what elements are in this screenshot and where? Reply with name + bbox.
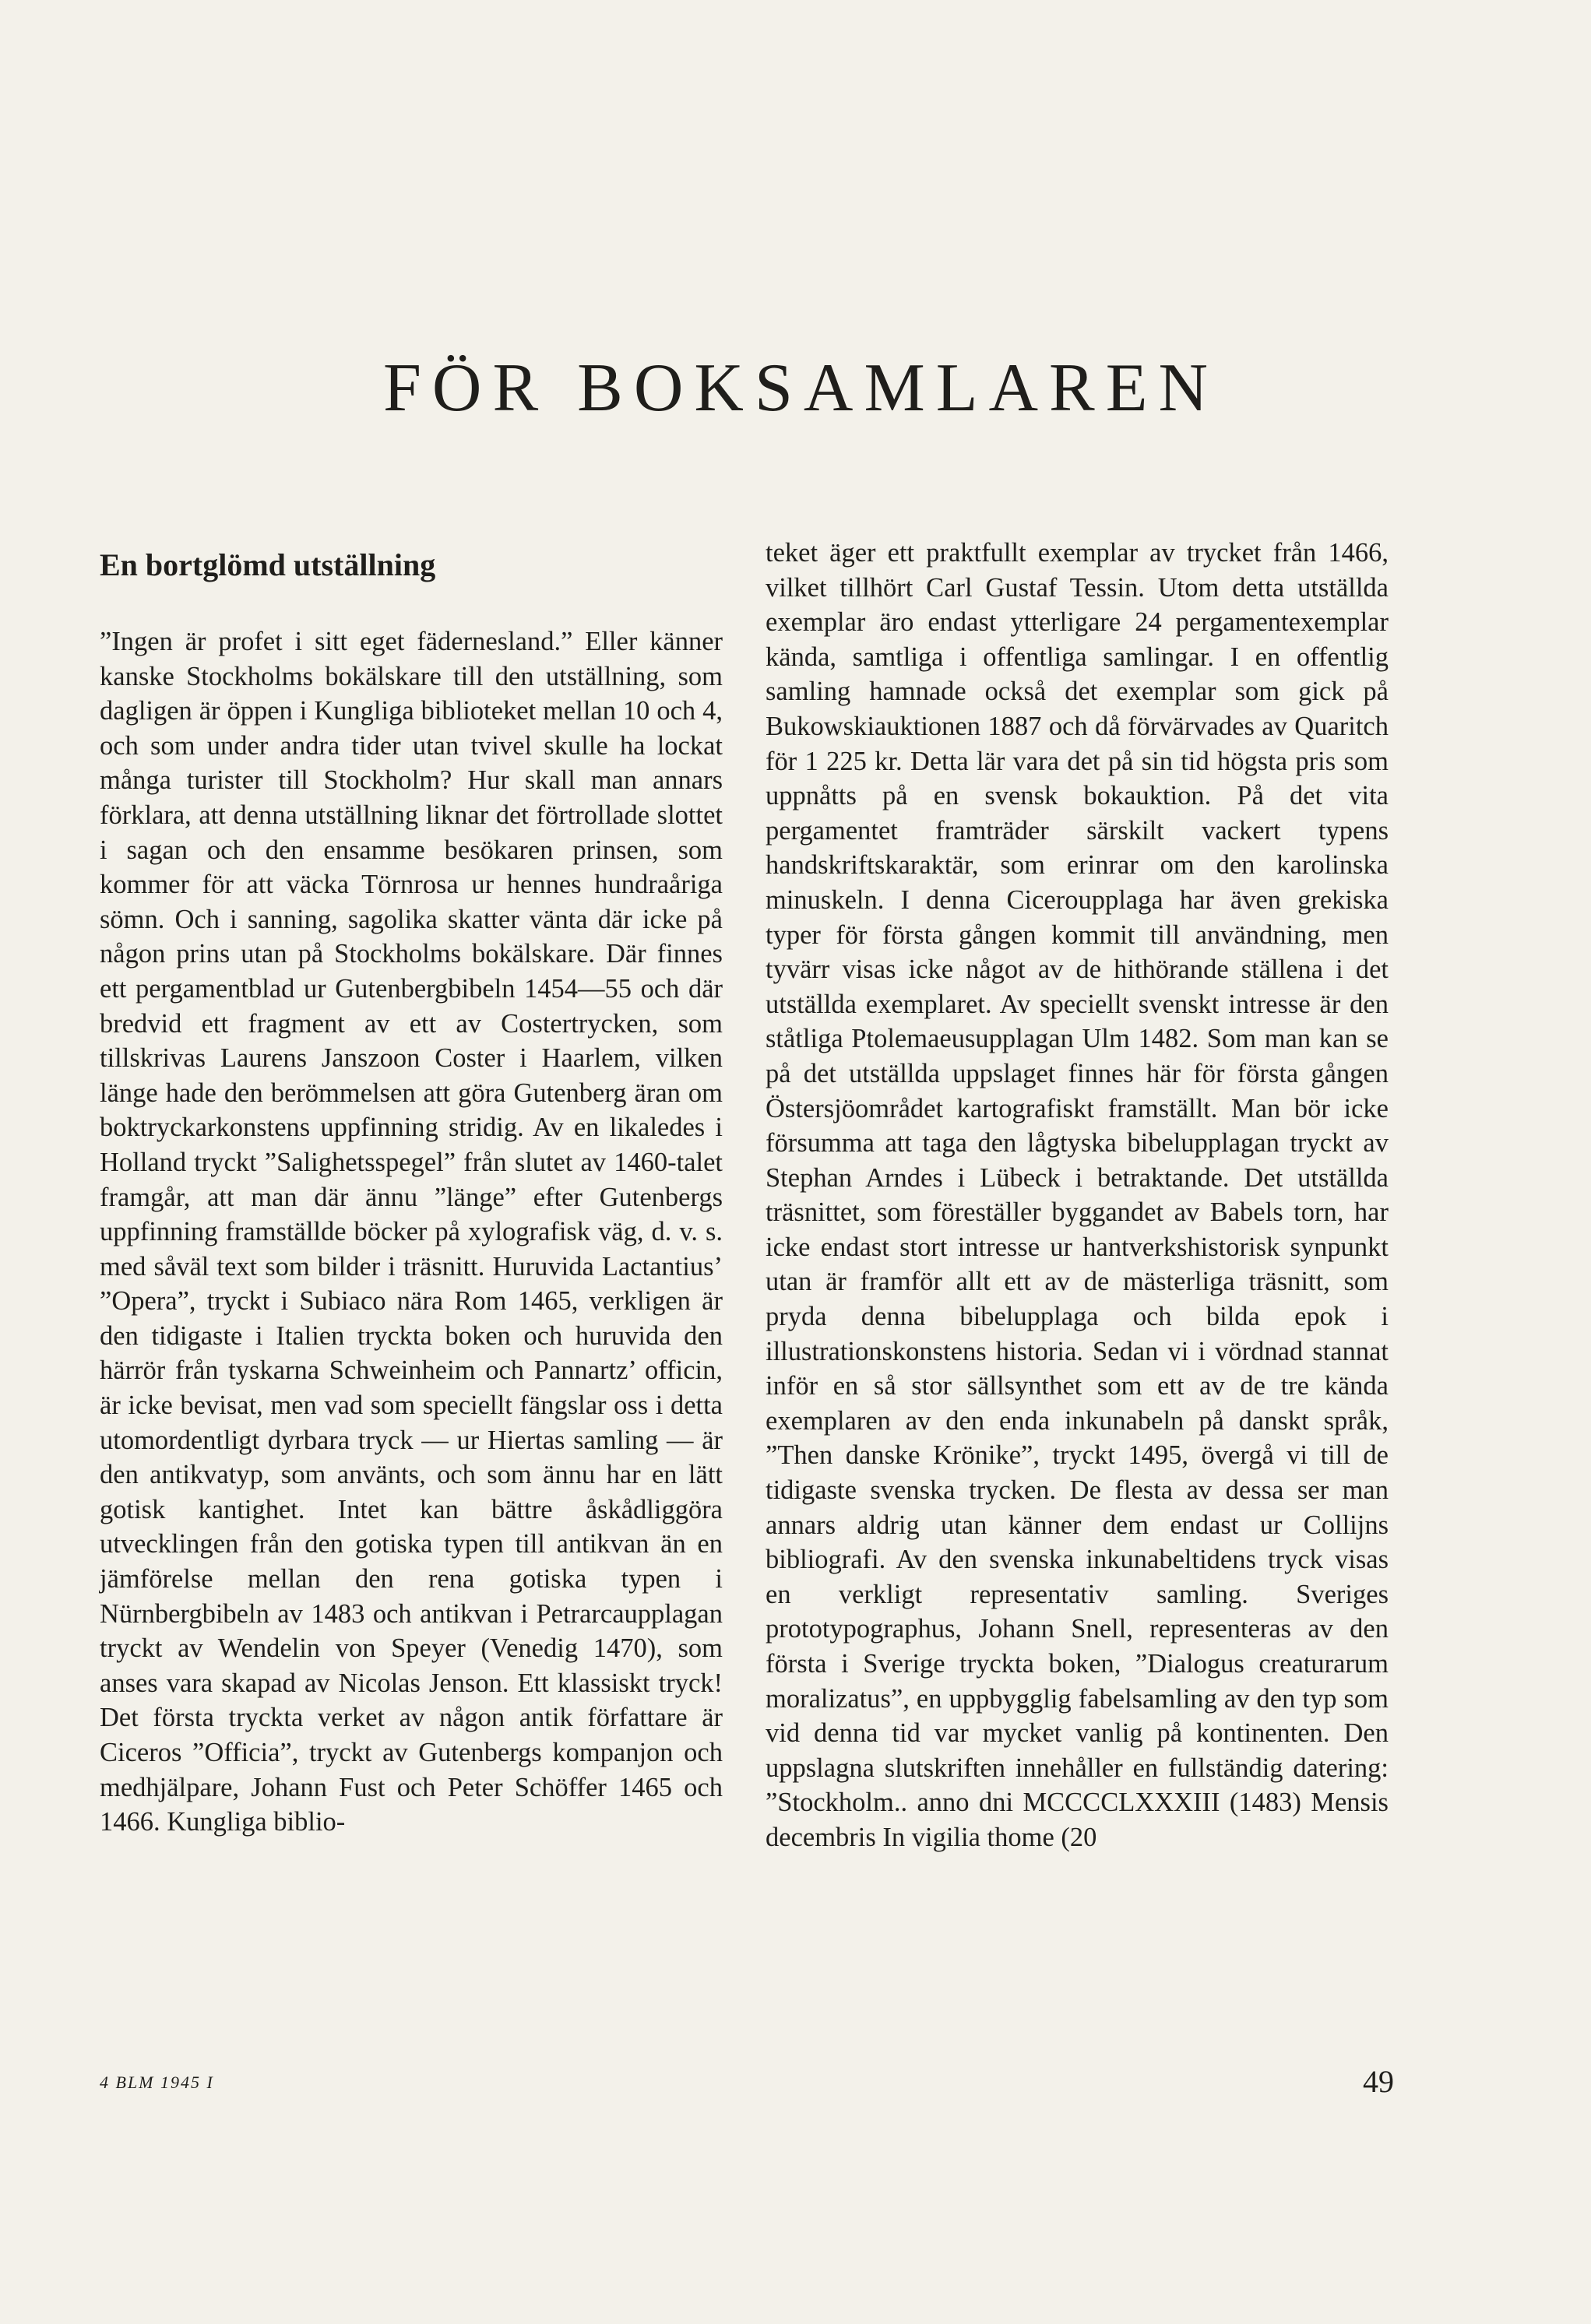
section-heading: En bortglömd utställning [100,547,436,582]
left-column-paragraph: ”Ingen är profet i sitt eget fädernesland.” Eller känner kanske Stockholms bokälskare till den utställning, som dagligen är öppen i Kungliga biblioteket mellan 10 och 4, och som under andra tider utan tvivel skulle ha lockat många turister till Stockholm? Hur skall man annars förklara, att denna utställning liknar det förtrollade slottet i sagan och den ensamme besökaren prinsen, som kommer för att väcka Törnrosa ur hennes hundraåriga sömn. Och i sanning, sagolika skatter vänta där icke på någon prins utan på Stockholms bokälskare. Där finnes ett pergamentblad ur Gutenbergbibeln 1454—55 och där bredvid ett fragment av ett av Costertrycken, som tillskrivas Laurens Janszoon Coster i Haarlem, vilken länge hade den berömmelsen att göra Gutenberg äran om boktryckarkonstens uppfinning stridig. Av en likaledes i Holland tryckt ”Salighetsspegel” från slutet av 1460-talet framgår, att man där ännu ”länge” efter Gutenbergs uppfinning framställde böcker på xylografisk väg, d. v. s. med såväl text som bilder i träsnitt. Huruvida Lactantius’ ”Opera”, tryckt i Subiaco nära Rom 1465, verkligen är den tidigaste i Italien tryckta boken och huruvida den härrör från tyskarna Schweinheim och Pannartz’ officin, är icke bevisat, men vad som speciellt fängslar oss i detta utomordentligt dyrbara tryck — ur Hiertas samling — är den antikvatyp, som använts, och som ännu har en lätt gotisk kantighet. Intet kan bättre åskådliggöra utvecklingen från den gotiska typen till antikvan än en jämförelse mellan den rena gotiska typen i Nürnbergbibeln av 1483 och antikvan i Petrarcaupplagan tryckt av Wendelin von Speyer (Venedig 1470), som anses vara skapad av Nicolas Jenson. Ett klassiskt tryck! Det första tryckta verket av någon antik författare är Ciceros ”Officia”, tryckt av Gutenbergs kompanjon och medhjälpare, Johann Fust och Peter Schöffer 1465 och 1466. Kungliga biblio- [100,627,723,1837]
left-column-text [100,624,723,1840]
right-column [766,536,1389,1855]
right-column-text [766,536,1389,1855]
left-column [100,537,723,1840]
page-number: 49 [1363,2064,1394,2099]
printer-signature: 4 BLM 1945 I [100,2073,214,2092]
page-title: FÖR BOKSAMLAREN [382,350,1220,426]
right-column-paragraph: teket äger ett praktfullt exemplar av trycket från 1466, vilket tillhört Carl Gustaf Tessin. Utom detta utställda exemplar äro endast ytterligare 24 pergamentexemplar kända, samtliga i offentliga samlingar. I en offentlig samling hamnade också det exemplar som gick på Bukowskiauktionen 1887 och då förvärvades av Quaritch för 1 225 kr. Detta lär vara det på sin tid högsta pris som uppnåtts på en svensk bokauktion. På det vita pergamentet framträder särskilt vackert typens handskriftskaraktär, som erinrar om den karolinska minuskeln. I denna Ciceroupplaga har även grekiska typer för första gången kommit till användning, men tyvärr visas icke något av de hithörande ställena i det utställda exemplaret. Av speciellt svenskt intresse är den ståtliga Ptolemaeusupplagan Ulm 1482. Som man kan se på det utställda uppslaget finnes här för första gången Östersjöområdet kartografiskt framställt. Man bör icke försumma att taga den lågtyska bibelupplagan tryckt av Stephan Arndes i Lübeck i betraktande. Det utställda träsnittet, som föreställer byggandet av Babels torn, har icke endast stort intresse ur hantverkshistorisk synpunkt utan är framför allt ett av de mästerliga träsnitt, som pryda denna bibelupplaga och bilda epok i illustrationskonstens historia. Sedan vi i vördnad stannat inför en så stor sällsynthet som ett av de tre kända exemplaren av den enda inkunabeln på danskt språk, ”Then danske Krönike”, tryckt 1495, övergå vi till de tidigaste svenska trycken. De flesta av dessa ser man annars aldrig utan känner dem endast ur Collijns bibliografi. Av den svenska inkunabeltidens tryck visas en verkligt representativ samling. Sveriges prototypographus, Johann Snell, representeras av den första i Sverige tryckta boken, ”Dialogus creaturarum moralizatus”, en uppbygglig fabelsamling av den typ som vid denna tid var mycket vanlig på kontinenten. Den uppslagna slutskriften innehåller en fullständig datering: ”Stockholm.. anno dni MCCCCLXXXIII (1483) Mensis decembris In vigilia thome (20 [766,538,1389,1852]
